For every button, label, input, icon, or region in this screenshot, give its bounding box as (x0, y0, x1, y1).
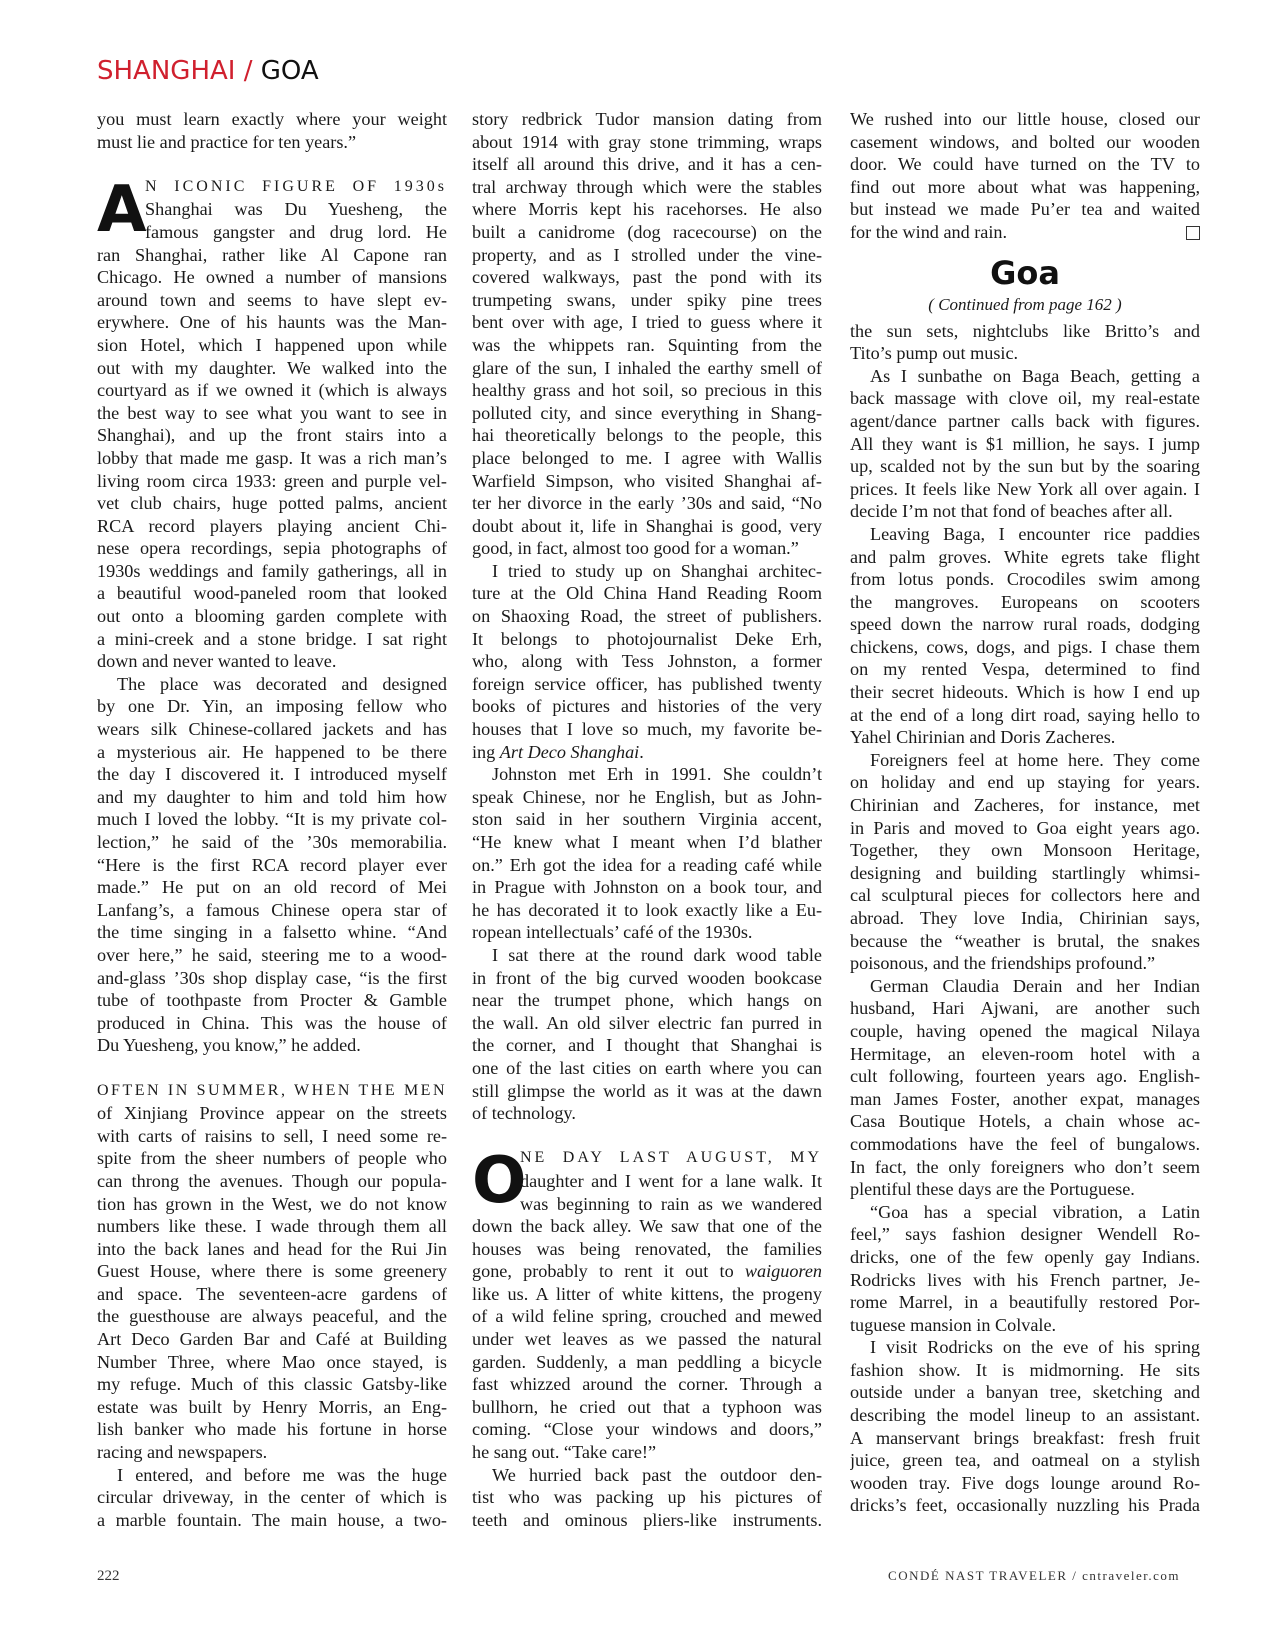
text-line: for the wind and rain. (850, 221, 1200, 244)
paragraph (472, 944, 822, 1125)
text-line: garden. Suddenly, a man peddling a bicycle (472, 1351, 822, 1372)
text-line: the sun sets, nightclubs like Britto’s and (850, 320, 1200, 341)
text-line: famous gangster and drug lord. He (145, 221, 447, 242)
text-line: on holiday and end up staying for years. (850, 772, 1200, 793)
text-line: find out more about what was happening, (850, 176, 1200, 197)
text-line: Guest House, where there is some greenery (97, 1261, 447, 1282)
text-line: over here,” he said, steering me to a wood- (97, 944, 447, 965)
text-line: dricks’s feet, occasionally nuzzling his Prada (850, 1495, 1200, 1516)
text-line: juice, green tea, and oatmeal on a stylish (850, 1450, 1200, 1471)
text-line: I visit Rodricks on the eve of his spring (870, 1337, 1200, 1358)
text-line: around town and seems to have slept ev- (97, 289, 447, 310)
text-line: Du Yuesheng, you know,” he added. (97, 1035, 361, 1056)
text-line: the corner, and I thought that Shanghai is (472, 1035, 822, 1056)
text-line: door. We could have turned on the TV to (850, 154, 1200, 175)
text-line: ston said in her southern Virginia accent, (472, 809, 822, 830)
text-line: All they want is $1 million, he says. I jump (850, 433, 1200, 454)
text-line: he sang out. “Take care!” (472, 1442, 657, 1463)
text-line: of Xinjiang Province appear on the streets (97, 1103, 447, 1124)
text-line: poisonous, and the friendships profound.” (850, 953, 1156, 974)
text-line: my refuge. Much of this classic Gatsby-like (97, 1374, 447, 1395)
goa-section-title: Goa (990, 253, 1060, 292)
text-line: dricks, one of the few openly gay Indians. (850, 1246, 1200, 1267)
text-line: the wall. An old silver electric fan purred in (472, 1012, 822, 1033)
text-line: in front of the big curved wooden bookcase (472, 967, 822, 988)
text-line: from lotus ponds. Crocodiles swim among (850, 569, 1200, 590)
text-line: by one Dr. Yin, an imposing fellow who (97, 696, 447, 717)
text-line: property, and as I strolled under the vine- (472, 244, 822, 265)
text-line: fast whizzed around the corner. Through a (472, 1374, 822, 1395)
text-line: Lanfang’s, a famous Chinese opera star of (97, 899, 447, 920)
text-line: and-glass ’30s shop display case, “is the first (97, 967, 447, 988)
text-line: out with my daughter. We walked into the (97, 357, 447, 378)
text-line: one of the last cities on earth where you can (472, 1057, 822, 1078)
text-line: A manservant brings breakfast: fresh fruit (850, 1427, 1200, 1448)
text-line: covered walkways, past the pond with its (472, 267, 822, 288)
text-line: you must learn exactly where your weight (97, 109, 447, 129)
small-caps-lead-in: N ICONIC FIGURE OF 1930s (145, 177, 447, 195)
text-line: of a wild feline spring, crouched and mewed (472, 1306, 822, 1327)
text-line: houses was being renovated, the families (472, 1238, 822, 1259)
text-line: couple, having opened the magical Nilaya (850, 1020, 1200, 1041)
text-line: speak Chinese, nor he English, but as John- (472, 786, 822, 807)
foreign-word: waiguoren (744, 1261, 822, 1282)
text-line: courtyard as if we owned it (which is always (97, 380, 447, 401)
text-line: German Claudia Derain and her Indian (870, 975, 1200, 996)
text-line: out onto a blooming garden complete with (97, 606, 447, 627)
text-line: the guesthouse are always peaceful, and the (97, 1306, 447, 1327)
text-line: circular driveway, in the center of which is (97, 1487, 447, 1508)
text-line: I tried to study up on Shanghai architec- (492, 560, 822, 581)
text-line: I sat there at the round dark wood table (492, 944, 822, 965)
text-line: As I sunbathe on Baga Beach, getting a (870, 365, 1200, 386)
text-line: back massage with clove oil, my real-estate (850, 388, 1200, 409)
text-line: nese opera recordings, sepia photographs of (97, 538, 447, 559)
text-line: Rodricks lives with his French partner, Je- (850, 1269, 1200, 1290)
text-line: speed down the narrow rural roads, dodging (850, 614, 1200, 635)
book-title: Art Deco Shanghai (499, 741, 640, 762)
text-line: houses that I love so much, my favorite be- (472, 719, 822, 740)
section-title-shanghai: SHANGHAI / (97, 56, 253, 86)
text-line: We rushed into our little house, closed our (850, 109, 1200, 129)
text-line: down the back alley. We saw that one of the (472, 1216, 822, 1237)
text-line: place belonged to me. I agree with Wallis (472, 447, 822, 468)
text-line: still glimpse the world as it was at the dawn (472, 1080, 822, 1101)
text-line: can throng the avenues. Though our popula- (97, 1170, 447, 1191)
text-line: their secret hideouts. Which is how I end up (850, 682, 1200, 703)
text-line: decide I’m not that fond of beaches after all. (850, 501, 1173, 522)
paragraph (472, 1215, 822, 1260)
text-line: bullhorn, he cried out that a typhoon was (472, 1396, 822, 1417)
paragraph (472, 1464, 822, 1532)
text-line: of technology. (472, 1103, 576, 1124)
continued-from-note: ( Continued from page 162 ) (928, 294, 1122, 314)
text-line: cal sculptural pieces for collectors here and (850, 885, 1200, 906)
text-line: glare of the sun, I inhaled the earthy smell of (472, 357, 822, 378)
paragraph (850, 108, 1200, 244)
text-line: “Here is the first RCA record player ever (97, 854, 447, 875)
text-line: Together, they own Monsoon Heritage, (850, 840, 1200, 861)
magazine-credit: CONDÉ NAST TRAVELER / cntraveler.com (888, 1568, 1180, 1583)
text-line: hai theoretically belongs to the people, this (472, 425, 822, 446)
text-line: on my rented Vespa, determined to find (850, 659, 1200, 680)
text-line: must lie and practice for ten years.” (97, 131, 357, 152)
text-line: “Goa has a special vibration, a Latin (870, 1201, 1200, 1222)
text-line: trumpeting swans, under spiky pine trees (472, 289, 822, 310)
text-line: Warfield Simpson, who visited Shanghai af- (472, 470, 822, 491)
paragraph (97, 1464, 447, 1532)
text-line: Johnston met Erh in 1991. She couldn’t (492, 764, 822, 785)
drop-cap: A (97, 172, 147, 247)
small-caps-lead-in: NE DAY LAST AUGUST, MY (520, 1149, 822, 1167)
text-line: cult following, fourteen years ago. English- (850, 1066, 1200, 1087)
text-line: up, scalded not by the sun but by the soaring (850, 456, 1200, 477)
text: gone, probably to rent it out to (472, 1261, 745, 1282)
text-line: Leaving Baga, I encounter rice paddies (870, 523, 1200, 544)
text-line: designing and building startlingly whimsi- (850, 862, 1200, 883)
text-line: fashion show. It is midmorning. He sits (850, 1359, 1200, 1380)
text-line: wooden tray. Five dogs lounge around Ro- (850, 1472, 1200, 1493)
text-line: Casa Boutique Hotels, a chain whose ac- (850, 1111, 1200, 1132)
paragraph-last-line (472, 741, 822, 764)
text-line: like us. A litter of white kittens, the progeny (472, 1283, 822, 1304)
text-line: story redbrick Tudor mansion dating from (472, 109, 822, 129)
drop-cap: O (472, 1144, 527, 1219)
text-line: numbers like these. I wade through them all (97, 1216, 447, 1237)
text-line: in Paris and moved to Goa eight years ago. (850, 817, 1200, 838)
text-line: in Prague with Johnston on a book tour, and (472, 877, 822, 898)
text-line: much I loved the lobby. “It is my private col- (97, 809, 447, 830)
text-line: about 1914 with gray stone trimming, wraps (472, 131, 822, 152)
text-line: lobby that made me gasp. It was a rich man’s (97, 447, 447, 468)
text-line: ter her divorce in the early ’30s and said, “No (472, 493, 822, 514)
paragraph (97, 673, 447, 1057)
text-line: erywhere. One of his haunts was the Man- (97, 312, 447, 333)
text-line: ture at the Old China Hand Reading Room (472, 583, 822, 604)
text-line: was the whippets ran. Squinting from the (472, 334, 822, 355)
text-line: on.” Erh got the idea for a reading café while (472, 854, 822, 875)
text-line: I entered, and before me was the huge (117, 1464, 447, 1485)
paragraph (472, 763, 822, 944)
text-line: with carts of raisins to sell, I need some re- (97, 1125, 447, 1146)
text-line: books of pictures and histories of the very (472, 696, 822, 717)
text-line: lection,” he said of the ’30s memorabilia. (97, 832, 447, 852)
text-line: Foreigners feel at home here. They come (870, 749, 1200, 770)
text-line: The place was decorated and designed (117, 673, 447, 694)
text-line: agent/dance partner calls back with figures. (850, 410, 1200, 431)
text-line: We hurried back past the outdoor den- (492, 1464, 822, 1485)
page-number: 222 (97, 1568, 120, 1584)
text-line: abroad. They love India, Chirinian says, (850, 908, 1200, 928)
paragraph (850, 320, 1200, 365)
text-line: wears silk Chinese-collared jackets and has (97, 719, 447, 740)
text-line: tral archway through which were the stables (472, 176, 822, 197)
paragraph (472, 108, 822, 560)
text-line: tion has grown in the West, we do not know (97, 1193, 447, 1214)
text-line: sion Hotel, which I happened upon while (97, 334, 447, 355)
small-caps-lead-in: OFTEN IN SUMMER, WHEN THE MEN (97, 1081, 447, 1099)
text-line: a marble fountain. The main house, a two- (97, 1509, 447, 1530)
text-line: Number Three, where Mao once stayed, is (97, 1351, 447, 1372)
text-line: ran Shanghai, rather like Al Capone ran (97, 244, 447, 265)
drop-cap-paragraph (472, 1144, 822, 1219)
text-line: and palm groves. White egrets take flight (850, 546, 1200, 567)
text-line: under wet leaves as we passed the natural (472, 1329, 822, 1350)
text-line: Hermitage, an eleven-room hotel with a (850, 1043, 1200, 1064)
text-line: commodations have the feel of bungalows. (850, 1133, 1200, 1154)
paragraph (850, 1336, 1200, 1517)
text-line: tuguese mansion in Colvale. (850, 1314, 1057, 1335)
text-line: living room circa 1933: green and purple vel- (97, 470, 447, 491)
text-line: vet club chairs, huge potted palms, ancient (97, 493, 447, 514)
paragraph (97, 198, 447, 243)
text-line: It belongs to photojournalist Deke Erh, (472, 628, 822, 649)
paragraph (97, 108, 447, 153)
text-line: 1930s weddings and family gatherings, all in (97, 560, 447, 581)
text-line: on Shaoxing Road, the street of publishers. (472, 606, 822, 627)
text-line: outside under a banyan tree, sketching and (850, 1382, 1200, 1403)
text-line: describing the model lineup to an assistant. (850, 1405, 1200, 1426)
text-line: down and never wanted to leave. (97, 651, 337, 672)
text-line: ropean intellectuals’ café of the 1930s. (472, 922, 753, 943)
text-line: the time singing in a falsetto whine. “And (97, 922, 447, 943)
paragraph (850, 365, 1200, 523)
text-line: prices. It feels like New York all over again. I (850, 478, 1200, 499)
text-line: good, in fact, almost too good for a woman.” (472, 538, 799, 559)
text-line: coming. “Close your windows and doors,” (472, 1419, 822, 1440)
section-header (97, 56, 319, 86)
text-line: healthy grass and hot soil, so precious in this (472, 380, 822, 401)
paragraph (472, 1283, 822, 1464)
text-line: Art Deco Garden Bar and Café at Building (97, 1329, 447, 1350)
text-line: a beautiful wood-paneled room that looked (97, 583, 447, 604)
text-line: Tito’s pump out music. (850, 343, 1019, 364)
text-line: Chicago. He owned a number of mansions (97, 267, 447, 288)
text-line: because the “weather is brutal, the snakes (850, 930, 1200, 951)
text-line: the day I discovered it. I introduced myself (97, 764, 447, 785)
paragraph (472, 560, 822, 741)
text-line: the best way to see what you want to see in (97, 402, 447, 423)
text-line: made.” He put on an old record of Mei (97, 877, 447, 898)
text-line: tist who was packing up his pictures of (472, 1487, 822, 1508)
text-line: bent over with age, I tried to guess where it (472, 312, 822, 333)
text-line: lish banker who made his fortune in horse (97, 1419, 447, 1440)
text-line: Chirinian and Zacheres, for instance, met (850, 795, 1200, 816)
article-column-1 (97, 108, 447, 1531)
text-line: plentiful these days are the Portuguese. (850, 1179, 1135, 1200)
article-column-3 (850, 108, 1200, 1517)
text-line: “He knew what I meant when I’d blather (472, 832, 822, 852)
text-line: polluted city, and since everything in Shang- (472, 402, 822, 423)
text-line: husband, Hari Ajwani, are another such (850, 998, 1200, 1019)
text-line: he has decorated it to look exactly like a Eu- (472, 899, 822, 920)
text-line: and space. The seventeen-acre gardens of (97, 1283, 447, 1304)
text-line: foreign service officer, has published twenty (472, 673, 822, 694)
paragraph-line (472, 1260, 822, 1283)
text-line: RCA record players playing ancient Chi- (97, 515, 447, 536)
text-line: estate was built by Henry Morris, an Eng- (97, 1396, 447, 1417)
text-line: feel,” says fashion designer Wendell Ro- (850, 1224, 1200, 1245)
text-line: casement windows, and bolted our wooden (850, 131, 1200, 152)
text-line: Shanghai), and up the front stairs into a (97, 425, 447, 446)
text-line: near the trumpet phone, which hangs on (472, 990, 822, 1011)
paragraph (97, 244, 447, 673)
article-column-2 (472, 108, 822, 1531)
text: . (639, 741, 644, 762)
paragraph (850, 749, 1200, 975)
section-title-goa: GOA (260, 56, 319, 86)
text-line: a mini-creek and a stone bridge. I sat right (97, 628, 447, 649)
text-line: doubt about it, life in Shanghai is good, very (472, 515, 822, 536)
end-mark-icon (1186, 226, 1200, 240)
text-line: built a canidrome (dog racecourse) on the (472, 221, 822, 242)
text-line: who, along with Tess Johnston, a former (472, 651, 822, 672)
text-line: a mysterious air. He happened to be there (97, 741, 447, 762)
text-line: man James Foster, another expat, manages (850, 1088, 1200, 1109)
paragraph (850, 975, 1200, 1201)
drop-cap-paragraph (97, 172, 447, 247)
text-line: Yahel Chirinian and Doris Zacheres. (850, 727, 1116, 748)
text-line: Shanghai was Du Yuesheng, the (145, 199, 447, 220)
text-line: but instead we made Pu’er tea and waited (850, 199, 1200, 220)
text-line: where Morris kept his racehorses. He also (472, 199, 822, 220)
text-line: racing and newspapers. (97, 1442, 268, 1463)
text-line: spite from the sheer numbers of people who (97, 1148, 447, 1169)
text-line: and my daughter to him and told him how (97, 786, 447, 807)
text-line: daughter and I went for a lane walk. It (520, 1170, 822, 1191)
text-line: was beginning to rain as we wandered (520, 1193, 822, 1214)
text-line: teeth and ominous pliers-like instruments. (472, 1509, 822, 1530)
paragraph (97, 1102, 447, 1464)
text-line: In fact, the only foreigners who don’t seem (850, 1156, 1200, 1177)
text-line: at the end of a long dirt road, saying hello to (850, 704, 1200, 725)
text-line: the mangroves. Europeans on scooters (850, 591, 1200, 612)
text-line: rome Marrel, in a beautifully restored Por- (850, 1292, 1200, 1313)
text-line: produced in China. This was the house of (97, 1012, 447, 1033)
text: ing (472, 741, 500, 762)
text-line: itself all around this drive, and it has a cen- (472, 154, 822, 175)
paragraph (850, 523, 1200, 749)
text-line: into the back lanes and head for the Rui Jin (97, 1238, 447, 1259)
paragraph (850, 1201, 1200, 1337)
text-line: chickens, cows, dogs, and pigs. I chase them (850, 636, 1200, 657)
text-line: tube of toothpaste from Procter & Gamble (97, 990, 447, 1011)
